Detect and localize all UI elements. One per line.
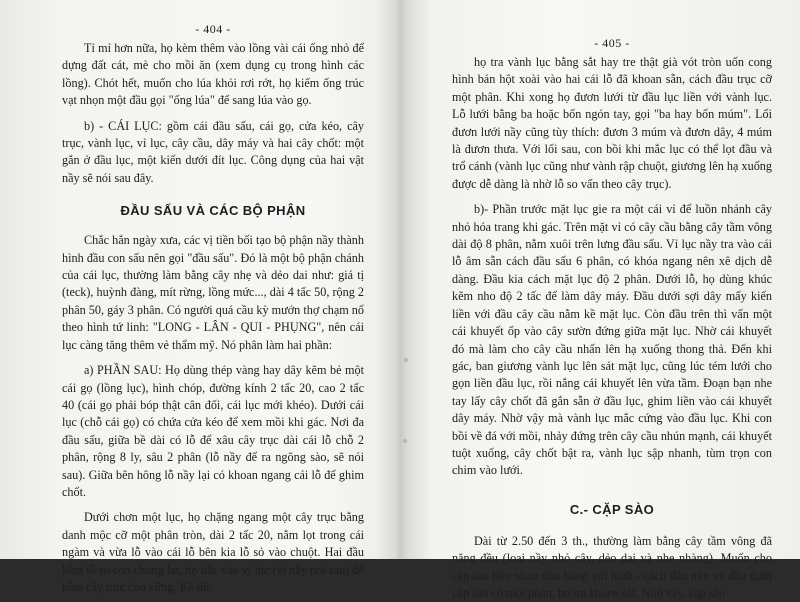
paper-speck: [403, 439, 407, 443]
section-heading: C.- CẶP SÀO: [569, 501, 655, 517]
page-number-left: - 404 -: [195, 22, 231, 36]
paragraph: b) - CÁI LỤC: gồm cái đầu sấu, cái gọ, cửa kéo, cây trục, vành lục, vỉ lục, cây cầu, dây máy và hai cây chốt: một gắn ở đầu lục, một kiến dưới đít lục. Công dụng của hai vật nầy sẽ nói sau đây.: [62, 118, 364, 185]
paragraph: Dài từ 2.50 đến 3 th., thường làm bằng cây tầm vông đã năng đều (loại nầy nhỏ cây, dẻo dai và nhẹ nhàng). Muốn cho cặp sào liền nhau như bóng với hình - cách đầu trên và đầu dưới cặp sào cỡ một phân, họ tra khoen sắt. Nhờ vậy, cặp sào: [452, 533, 772, 600]
paragraph: Dưới chơn một lục, họ chặng ngang một cây trục bằng danh mộc cỡ một phân tròn, dài 2 tấc 20, nằm lọt trong cái ngàm và vừa lỗ vào cái lỗ bên kia lỗ sỏ vào chuột. Hai đầu kềm lỗ so con chung lại, họ bấc vào vỉ lục (vỉ nầy nói sau) để kềm cây trục cho vững. Kế đó,: [62, 510, 364, 594]
page-number-right: - 405 -: [594, 36, 630, 50]
section-heading: ĐẦU SẤU VÀ CÁC BỘ PHẬN: [120, 203, 306, 219]
paragraph: họ tra vành lục bằng sắt hay tre thật già vót tròn uốn cong hình bán hột xoài vào hai cái lỗ đã khoan sẵn, cách đầu trục cỡ một phân. Khi xong họ đươn lưới từ đầu lục liền với vành lục. Lỗ lưới bằng ba hoặc bốn ngón tay, gọi "ba hay bốn múm". Lối đươn lưới nầy cũng tùy thích: đươn 3 múm và đươn dây, 4 múm là đươn thưa. Với lối sau, con bồi khi mắc lục có thể lọt đầu và trổ cánh (vành lục cũng như vành rập chuột, giương lên hạ xuống được dễ dàng là nhờ lỗ so vấn theo cây trục).: [452, 55, 772, 191]
paragraph: b)- Phần trước mặt lục gie ra một cái vỉ để luồn nhánh cây nhỏ hóa trang khi gác. Trên mặt vỉ có cây cầu bằng cây tầm vông dài độ 8 phân, nằm xuôi trên lưng đầu sấu. Vỉ lục nầy tra vào cái lỗ âm sẵn cách đầu sấu 6 phân, có khóa ngang nên xê dịch dễ dàng. Đầu kia cách mặt lục độ 2 phân. Dưới lỗ, họ dùng khúc kẽm nho độ 2 tấc để làm dây máy. Đầu dưới sợi dây mấy kiến liền với đầu cây cầu nằm kề mặt lục. Còn đầu trên thì vấn một cái khuyết ốp vào cây sườn đứng giữa mặt lục. Nhờ cái khuyết đó mà làm cho cây cầu nhấn lên hạ xuống thong thả. Đến khi gác, ban giương vành lục lên sát mặt lục, cũng lúc tém lưới cho gọn liền đầu lục, rồi nắng cái khuyết lên vừa tầm. Đoạn bạn nhe tay lấy cây chốt đã gắn sẵn ở đầu lục, ghim liền vào cái khuyết dây máy. Nhờ vậy mà vành lục mắc cứng vào đầu lục. Khi con bồi về đá với mồi, nhảy đứng trên cây cầu nhún mạnh, cái khuyết tuột xuống, cây chốt bật ra, vành lục sập nhanh, tùm trọn con chim vào lưới.: [452, 202, 772, 478]
paragraph: Chắc hẳn ngày xưa, các vị tiền bối tạo bộ phận nầy thành hình đầu con sấu nên gọi "đầu sấu". Đó là một bộ phận chánh của cái lục, thường làm bằng cây nhẹ và dẻo dai như: giá tị (teck), huỳnh đàng, mít rừng, lồng mức..., dài 4 tấc 50, rộng 2 phân 50, gáy 3 phân. Có người quá cầu kỳ mướn thợ chạm nổ theo hình tứ linh: "LONG - LÂN - QUI - PHỤNG", nên cái lục càng tăng thêm vẻ thẩm mỹ. Nó phân làm hai phần:: [62, 233, 364, 352]
paper-speck: [404, 358, 408, 362]
left-page: [0, 0, 398, 594]
paragraph: Tỉ mỉ hơn nữa, họ kèm thêm vào lồng vài cái ống nhỏ để dựng đất cát, mè cho mồi ăn (xem dụng cụ trong hình các lồng). Chót hết, muốn cho lúa khỏi rơi rớt, họ kiếm ống trúc vạt nhọn một đầu gọi "ống lúa" để sang lúa vào gọ.: [62, 41, 364, 108]
right-page: [402, 0, 800, 600]
paragraph: a) PHẦN SAU: Họ dùng thép vàng hay dây kẽm bẻ một cái gọ (lồng lục), hình chóp, đường kính 2 tấc 20, cao 2 tấc 40 (cái gọ phải bóp thật cân đối, cái lục mới khéo). Dưới cái lục (chỗ cái gọ) có chứa cửa kéo để xem mồi khi gác. Nơi đa đầu sấu, giữa bề dài có lỗ để xâu cây trục dài cái lỗ chỗ 2 phân, rộng 8 ly, sâu 2 phân (lỗ nầy để ra ngõng sào, sẽ nói sau). Giữa bên hông lỗ nầy lại có khoan ngang cái lỗ để ghim chốt.: [62, 363, 364, 499]
